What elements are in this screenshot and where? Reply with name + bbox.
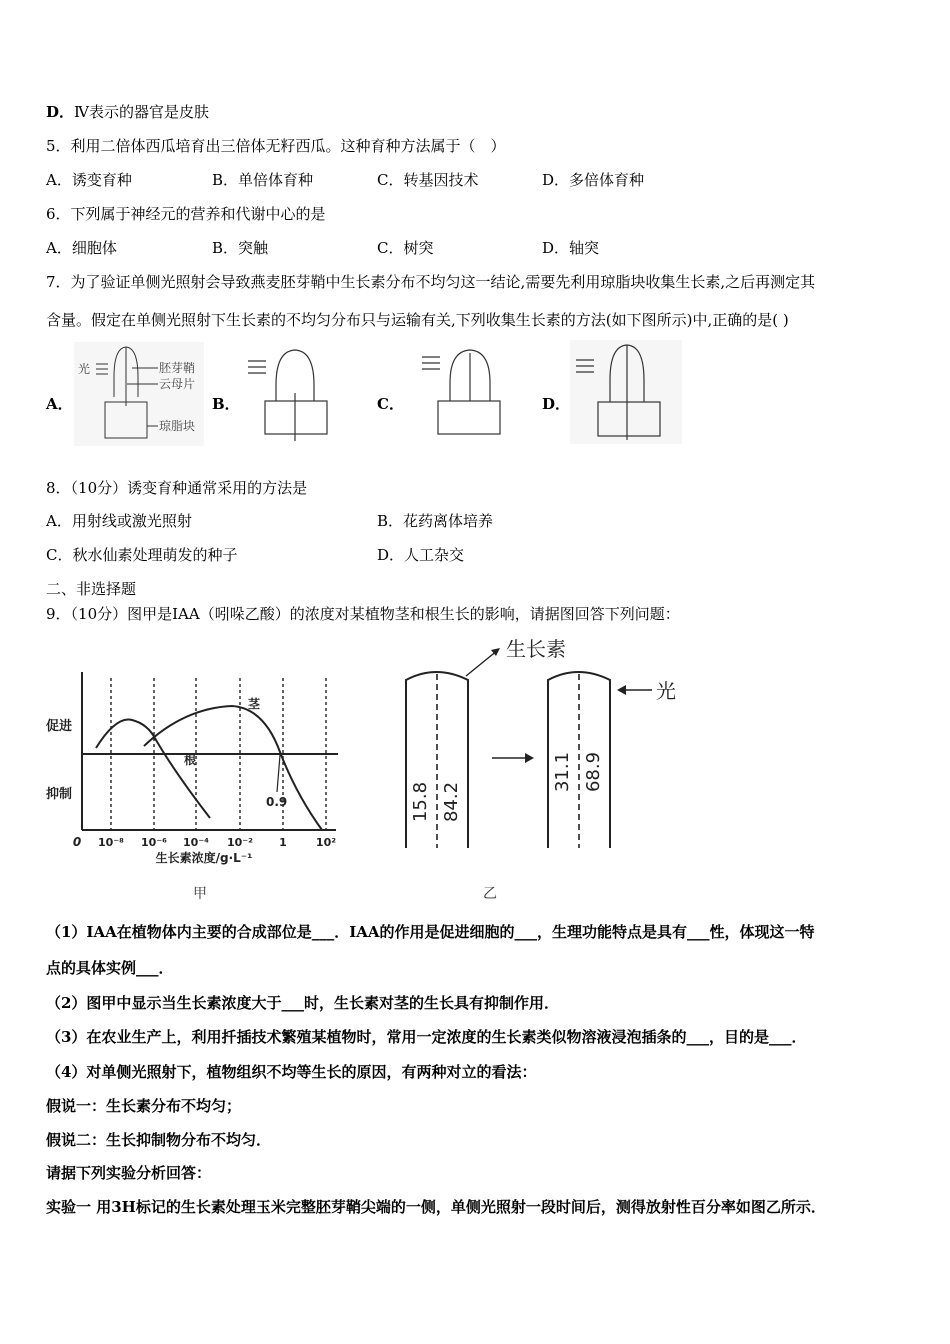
fig-a-light-label: 光 [78,362,91,376]
x-tick: 10⁻² [227,836,253,849]
q9-figure-jia [44,664,354,904]
q9-instruction: 请据下列实验分析回答： [46,1164,212,1182]
q7-option-c-label: C． [377,395,404,413]
q9-hypothesis-2: 假说二：生长抑制物分布不均匀． [46,1131,272,1149]
q9-hypothesis-1: 假说一：生长素分布不均匀； [46,1097,242,1115]
q5-option-d: D．多倍体育种 [542,171,645,189]
x-axis-label: 生长素浓度/g·L⁻¹ [155,851,253,865]
q7-figure-c [414,345,504,441]
x-tick: 1 [279,836,287,849]
fig-a-agar-label: 琼脂块 [159,419,196,433]
left-value-2: 84.2 [441,781,462,823]
fig-a-mica-label: 云母片 [159,377,196,391]
q6-option-c: C．树突 [377,239,434,257]
q5-option-c: C．转基因技术 [377,171,479,189]
threshold-label: 0.9 [266,795,288,809]
q6-stem: 6．下列属于神经元的营养和代谢中心的是 [46,205,326,223]
q7-option-b-label: B． [212,395,240,413]
q8-option-c: C．秋水仙素处理萌发的种子 [46,546,238,564]
root-curve [96,720,210,818]
q7-option-a-label: A． [46,395,73,413]
x-tick: 10⁻⁶ [141,836,167,849]
q8-stem: 8．（10分）诱变育种通常采用的方法是 [46,479,308,497]
right-value-2: 68.9 [583,751,604,793]
q4-option-d: D．Ⅳ表示的器官是皮肤 [46,103,210,121]
figure-yi-caption: 乙 [483,886,497,902]
q7-option-d-label: D． [542,395,571,413]
q9-figure-yi [390,636,700,906]
q9-experiment-1: 实验一 用3H标记的生长素处理玉米完整胚芽鞘尖端的一侧，单侧光照射一段时间后，测得放射性百分率如图乙所示． [46,1198,826,1216]
q9-part1-line1: （1）IAA在植物体内主要的合成部位是___．IAA的作用是促进细胞的___，生理功能特点是具有___性，体现这一特 [46,923,815,941]
section-heading: 二、非选择题 [46,580,137,598]
q7-stem-line2: 含量。假定在单侧光照射下生长素的不均匀分布只与运输有关,下列收集生长素的方法(如下图所示)中,正确的是( ) [46,311,789,329]
q5-option-a: A．诱变育种 [46,171,132,189]
q9-part3: （3）在农业生产上，利用扦插技术繁殖某植物时，常用一定浓度的生长素类似物溶液浸泡插条的___，目的是___． [46,1028,807,1046]
q8-option-b: B．花药离体培养 [377,512,494,530]
left-value-1: 15.8 [410,781,431,823]
q7-figure-d [570,340,682,444]
q7-figure-a [74,342,204,446]
right-value-1: 31.1 [552,751,573,793]
root-curve-label: 根 [184,753,197,767]
x-tick: 10⁻⁸ [98,836,124,849]
q8-option-d: D．人工杂交 [377,546,465,564]
q7-figure-b [244,345,334,441]
x-tick: 10² [315,836,337,849]
figure-jia-caption: 甲 [193,886,207,902]
q5-stem: 5．利用二倍体西瓜培育出三倍体无籽西瓜。这种育种方法属于（ ） [46,137,506,155]
q6-option-b: B．突触 [212,239,269,257]
promote-label: 促进 [46,719,73,734]
q8-option-a: A．用射线或激光照射 [46,512,192,530]
q9-part4: （4）对单侧光照射下，植物组织不均等生长的原因，有两种对立的看法： [46,1063,537,1081]
q6-option-d: D．轴突 [542,239,600,257]
q5-option-b: B．单倍体育种 [212,171,314,189]
q7-stem-line1: 7．为了验证单侧光照射会导致燕麦胚芽鞘中生长素分布不均匀这一结论,需要先利用琼脂块收集生长素,之后再测定其 [46,273,816,291]
fig-a-coleoptile-label: 胚芽鞘 [159,361,196,375]
inhibit-label: 抑制 [46,787,73,802]
origin-label: 0 [72,835,82,849]
q9-part1-line2: 点的具体实例___． [46,959,174,977]
stem-curve-label: 茎 [248,697,261,711]
stem-curve [144,706,322,830]
auxin-label: 生长素 [506,637,566,661]
q9-stem: 9．（10分）图甲是IAA（吲哚乙酸）的浓度对某植物茎和根生长的影响，请据图回答下列问题： [46,605,680,623]
x-tick: 10⁻⁴ [183,836,209,849]
q6-option-a: A．细胞体 [46,239,117,257]
q9-part2: （2）图甲中显示当生长素浓度大于___时，生长素对茎的生长具有抑制作用． [46,994,559,1012]
light-label: 光 [656,679,676,703]
